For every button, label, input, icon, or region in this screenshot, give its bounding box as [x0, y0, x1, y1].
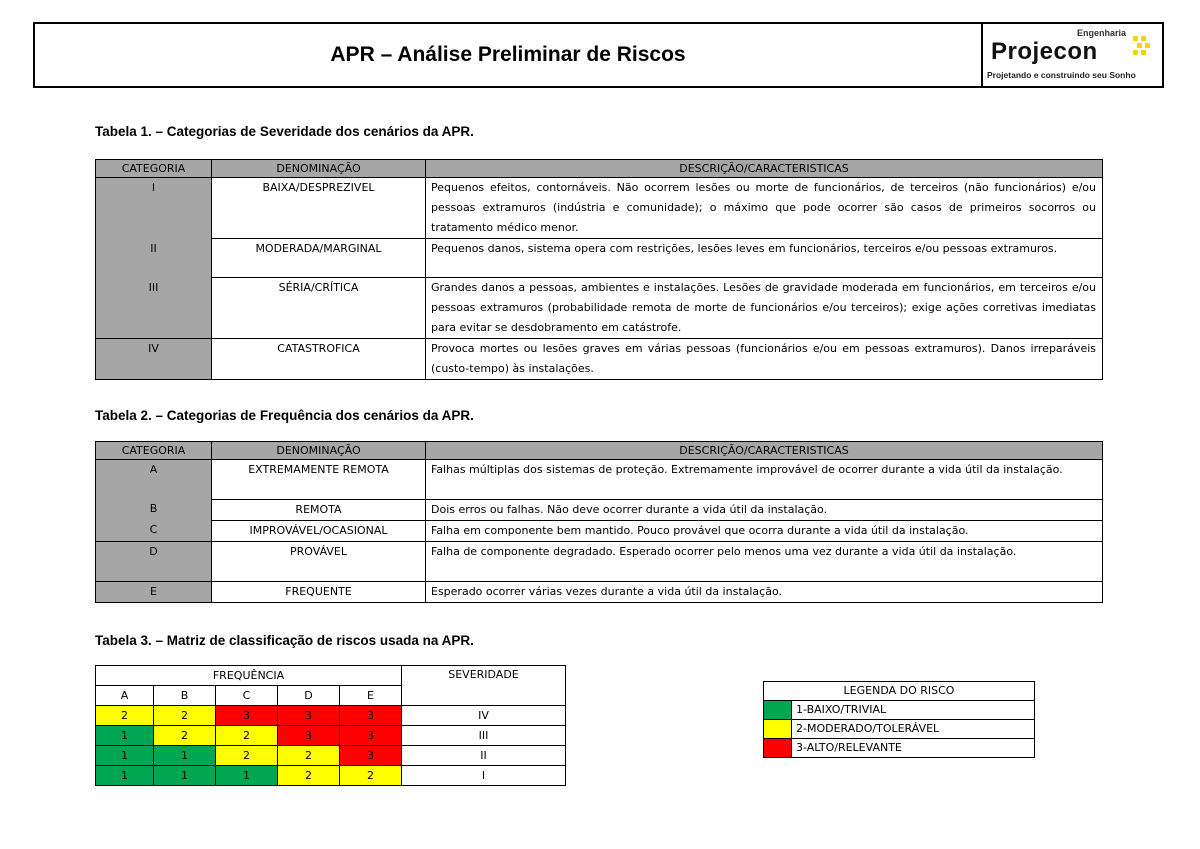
denomination-cell: SÉRIA/CRÍTICA	[212, 278, 426, 339]
frequency-column-header: E	[340, 686, 402, 706]
category-cell: D	[96, 541, 212, 581]
description-cell: Grandes danos a pessoas, ambientes e instalações. Lesões de gravidade moderada em funcionários, em terceiros e/ou pessoas extramuros (probabilidade remota de morte de funcionários e/ou terceiros); exige ações corretivas imediatas para evitar se desdobramento em catástrofe.	[426, 278, 1103, 339]
matrix-row	[96, 706, 566, 726]
risk-cell: 3	[340, 746, 402, 766]
legend-label: 1-BAIXO/TRIVIAL	[792, 701, 1035, 720]
risk-cell: 2	[216, 746, 278, 766]
legend-item	[764, 701, 1035, 720]
page-title: APR – Análise Preliminar de Riscos	[330, 43, 686, 66]
col-header-categoria: CATEGORIA	[96, 160, 212, 178]
frequency-header: FREQUÊNCIA	[96, 666, 402, 686]
risk-cell: 3	[278, 726, 340, 746]
risk-matrix	[95, 665, 566, 786]
table1-caption: Tabela 1. – Categorias de Severidade dos cenários da APR.	[95, 124, 474, 139]
legend-item	[764, 739, 1035, 758]
description-cell: Pequenos efeitos, contornáveis. Não ocorrem lesões ou morte de funcionários, de terceiros (não funcionários) e/ou pessoas extramuros (indústria e comunidade); o máximo que pode ocorrer são casos de primeiros socorros ou tratamento médico menor.	[426, 178, 1103, 239]
document-header	[33, 22, 1164, 88]
risk-cell: 1	[96, 746, 154, 766]
risk-cell: 3	[340, 726, 402, 746]
table-row	[96, 278, 1103, 339]
category-cell: II	[96, 239, 212, 278]
frequency-column-header: B	[154, 686, 216, 706]
legend-swatch	[764, 701, 792, 720]
risk-cell: 2	[216, 726, 278, 746]
legend-swatch	[764, 739, 792, 758]
category-cell: III	[96, 278, 212, 339]
severity-header: SEVERIDADE	[402, 666, 566, 706]
denomination-cell: BAIXA/DESPREZIVEL	[212, 178, 426, 239]
legend-label: 3-ALTO/RELEVANTE	[792, 739, 1035, 758]
logo-name: Projecon	[991, 38, 1098, 65]
col-header-descricao: DESCRIÇÃO/CARACTERISTICAS	[426, 442, 1103, 460]
category-cell: A	[96, 460, 212, 500]
frequency-column-header: C	[216, 686, 278, 706]
matrix-row	[96, 726, 566, 746]
risk-cell: 1	[96, 766, 154, 786]
logo-top-text: Engenharia	[1076, 28, 1126, 38]
severity-cell: IV	[402, 706, 566, 726]
legend-label: 2-MODERADO/TOLERÁVEL	[792, 720, 1035, 739]
denomination-cell: FREQUENTE	[212, 581, 426, 602]
legend-title-row	[764, 682, 1035, 701]
table-row	[96, 499, 1103, 520]
description-cell: Falha em componente bem mantido. Pouco provável que ocorra durante a vida útil da instalação.	[426, 520, 1103, 541]
description-cell: Falha de componente degradado. Esperado ocorrer pelo menos uma vez durante a vida útil da instalação.	[426, 541, 1103, 581]
risk-cell: 2	[96, 706, 154, 726]
risk-cell: 1	[216, 766, 278, 786]
col-header-categoria: CATEGORIA	[96, 442, 212, 460]
logo-dots-icon	[1133, 36, 1155, 58]
legend-title: LEGENDA DO RISCO	[764, 682, 1035, 701]
frequency-column-header: A	[96, 686, 154, 706]
category-cell: C	[96, 520, 212, 541]
description-cell: Provoca mortes ou lesões graves em várias pessoas (funcionários e/ou em pessoas extramuros). Danos irreparáveis (custo-tempo) às instalações.	[426, 339, 1103, 380]
risk-cell: 3	[216, 706, 278, 726]
severity-cell: III	[402, 726, 566, 746]
category-cell: IV	[96, 339, 212, 380]
denomination-cell: IMPROVÁVEL/OCASIONAL	[212, 520, 426, 541]
risk-cell: 2	[278, 746, 340, 766]
legend-item	[764, 720, 1035, 739]
frequency-table	[95, 441, 1103, 603]
col-header-descricao: DESCRIÇÃO/CARACTERISTICAS	[426, 160, 1103, 178]
col-header-denominacao: DENOMINAÇÃO	[212, 160, 426, 178]
denomination-cell: PROVÁVEL	[212, 541, 426, 581]
table3-caption: Tabela 3. – Matriz de classificação de riscos usada na APR.	[95, 633, 474, 648]
description-cell: Dois erros ou falhas. Não deve ocorrer durante a vida útil da instalação.	[426, 499, 1103, 520]
company-logo	[981, 24, 1164, 86]
severity-cell: II	[402, 746, 566, 766]
risk-cell: 1	[154, 746, 216, 766]
denomination-cell: CATASTROFICA	[212, 339, 426, 380]
risk-cell: 2	[278, 766, 340, 786]
table-row	[96, 339, 1103, 380]
description-cell: Esperado ocorrer várias vezes durante a vida útil da instalação.	[426, 581, 1103, 602]
matrix-row	[96, 746, 566, 766]
logo-tagline: Projetando e construindo seu Sonho	[987, 70, 1136, 80]
risk-cell: 3	[340, 706, 402, 726]
table2-caption: Tabela 2. – Categorias de Frequência dos cenários da APR.	[95, 408, 474, 423]
table-header-row	[96, 160, 1103, 178]
table-row	[96, 239, 1103, 278]
matrix-row	[96, 766, 566, 786]
risk-cell: 2	[340, 766, 402, 786]
category-cell: B	[96, 499, 212, 520]
risk-cell: 1	[96, 726, 154, 746]
risk-cell: 1	[154, 766, 216, 786]
category-cell: I	[96, 178, 212, 239]
risk-cell: 3	[278, 706, 340, 726]
denomination-cell: MODERADA/MARGINAL	[212, 239, 426, 278]
table-row	[96, 581, 1103, 602]
table-row	[96, 520, 1103, 541]
table-row	[96, 178, 1103, 239]
description-cell: Pequenos danos, sistema opera com restrições, lesões leves em funcionários, terceiros e/ou pessoas extramuros.	[426, 239, 1103, 278]
col-header-denominacao: DENOMINAÇÃO	[212, 442, 426, 460]
legend-swatch	[764, 720, 792, 739]
category-cell: E	[96, 581, 212, 602]
table-row	[96, 541, 1103, 581]
severity-cell: I	[402, 766, 566, 786]
risk-cell: 2	[154, 726, 216, 746]
table-header-row	[96, 442, 1103, 460]
denomination-cell: REMOTA	[212, 499, 426, 520]
matrix-header-row	[96, 666, 566, 686]
denomination-cell: EXTREMAMENTE REMOTA	[212, 460, 426, 500]
table-row	[96, 460, 1103, 500]
severity-table	[95, 159, 1103, 380]
risk-cell: 2	[154, 706, 216, 726]
frequency-column-header: D	[278, 686, 340, 706]
risk-legend	[763, 681, 1035, 758]
description-cell: Falhas múltiplas dos sistemas de proteção. Extremamente improvável de ocorrer durante a vida útil da instalação.	[426, 460, 1103, 500]
